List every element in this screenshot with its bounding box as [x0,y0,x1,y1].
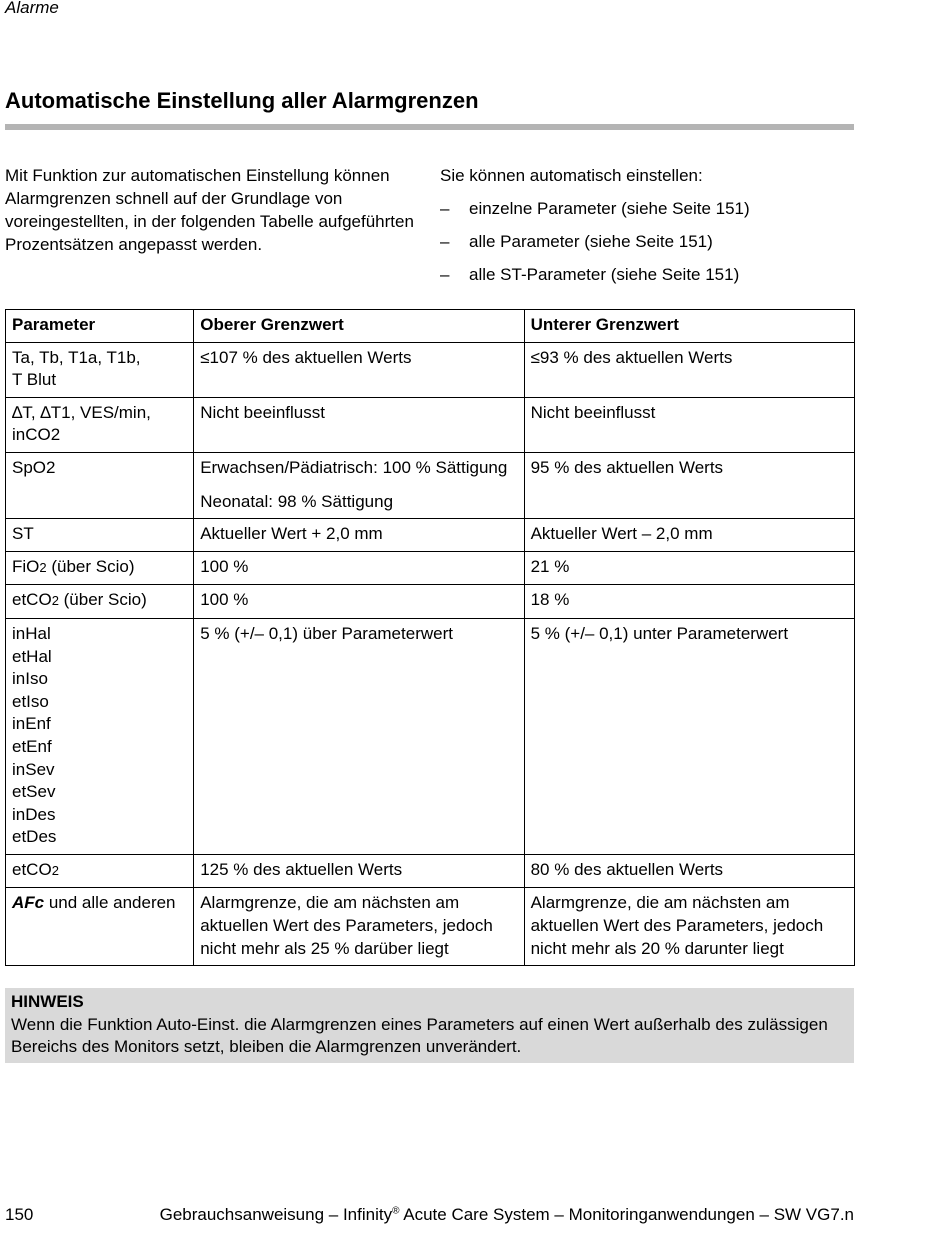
table-row [6,888,855,966]
param-line: inEnf [12,714,51,734]
cell-lower: 5 % (+/– 0,1) unter Parameterwert [524,618,854,854]
cell-upper: Alarmgrenze, die am nächsten am aktuellen Wert des Parameters, jedoch nicht mehr als 25 % darüber liegt [194,888,524,966]
cell-upper: ≤107 % des aktuellen Werts [194,342,524,397]
alarm-limits-table [5,309,855,966]
cell-parameter [6,342,194,397]
options-lead: Sie können automatisch einstellen: [440,166,703,185]
param-line: etEnf [12,736,52,756]
table-row [6,854,855,888]
doc-title-post: Acute Care System – Monitoringanwendungen – SW VG7.n [399,1205,854,1224]
param-name: FiO [12,556,40,576]
cell-parameter [6,585,194,619]
cell-upper [194,452,524,518]
cell-lower: Nicht beeinflusst [524,397,854,452]
cell-upper: 100 % [194,585,524,619]
options-list [440,197,860,286]
doc-title-pre: Gebrauchsanweisung – Infinity [159,1205,393,1224]
cell-upper: Nicht beeinflusst [194,397,524,452]
intro-options [440,164,860,296]
note-title: HINWEIS [11,992,84,1011]
cell-parameter: ST [6,519,194,552]
param-subscript: 2 [51,862,59,878]
cell-lower: 80 % des aktuellen Werts [524,854,854,888]
param-line: ∆T, ∆T1, VES/min, [12,402,151,422]
param-name-emphasis: AFc [12,893,45,913]
table-row [6,618,855,854]
cell-parameter [6,854,194,888]
cell-lower: 95 % des aktuellen Werts [524,452,854,518]
list-item [440,263,860,286]
document-title [160,1205,854,1225]
param-subscript: 2 [51,593,59,609]
table-row [6,551,855,585]
param-line: etIso [12,691,49,711]
cell-parameter: SpO2 [6,452,194,518]
table-row [6,397,855,452]
cell-lower: 18 % [524,585,854,619]
param-line: inSev [12,759,55,779]
param-subscript: 2 [39,559,47,575]
title-underline [5,124,854,130]
param-line: inIso [12,669,48,689]
cell-lower: 21 % [524,551,854,585]
param-line: inHal [12,623,51,643]
table-row [6,585,855,619]
param-name: etCO [12,859,52,879]
cell-parameter [6,888,194,966]
table-row [6,452,855,518]
header-upper-limit: Oberer Grenzwert [194,310,524,343]
cell-lower: Alarmgrenze, die am nächsten am aktuellen Wert des Parameters, jedoch nicht mehr als 20 % darunter liegt [524,888,854,966]
upper-neonatal: Neonatal: 98 % Sättigung [200,491,394,511]
note-text: Wenn die Funktion Auto-Einst. die Alarmgrenzen eines Parameters auf einen Wert außerhalb des zulässigen Bereichs des Monitors setzt, bleiben die Alarmgrenzen unverändert. [11,1014,828,1057]
bullet-dash: – [440,265,450,284]
header-lower-limit: Unterer Grenzwert [524,310,854,343]
upper-adult-pediatric: Erwachsen/Pädiatrisch: 100 % Sättigung [200,457,508,477]
param-name: etCO [12,590,52,610]
param-qualifier: (über Scio) [46,556,135,576]
param-line: inCO2 [12,425,61,445]
param-line: T Blut [12,370,57,390]
param-line: etDes [12,827,57,847]
intro-paragraph: Mit Funktion zur automatischen Einstellung können Alarmgrenzen schnell auf der Grundlage von voreingestellten, in der folgenden Tabelle aufgeführten Prozentsätzen angepasst werden. [5,166,414,254]
cell-upper: 100 % [194,551,524,585]
param-line: inDes [12,804,56,824]
list-item-text: alle Parameter (siehe Seite 151) [469,232,713,251]
header-parameter: Parameter [6,310,194,343]
section-header: Alarme [5,0,59,17]
cell-upper: 125 % des aktuellen Werts [194,854,524,888]
list-item [440,197,860,220]
list-item-text: alle ST-Parameter (siehe Seite 151) [469,265,740,284]
param-line: etHal [12,646,52,666]
note-box [5,988,854,1063]
param-line: etSev [12,782,56,802]
param-line: Ta, Tb, T1a, T1b, [12,347,141,367]
list-item [440,230,860,253]
param-qualifier: und alle anderen [44,893,176,913]
page-title: Automatische Einstellung aller Alarmgrenzen [5,88,479,113]
table-row [6,342,855,397]
cell-parameter [6,618,194,854]
cell-lower: ≤93 % des aktuellen Werts [524,342,854,397]
cell-parameter [6,551,194,585]
bullet-dash: – [440,232,450,251]
bullet-dash: – [440,199,450,218]
cell-parameter [6,397,194,452]
cell-upper: 5 % (+/– 0,1) über Parameterwert [194,618,524,854]
page-number: 150 [5,1205,34,1224]
table-header-row [6,310,855,343]
cell-lower: Aktueller Wert – 2,0 mm [524,519,854,552]
cell-upper: Aktueller Wert + 2,0 mm [194,519,524,552]
table-row [6,519,855,552]
registered-mark: ® [392,1205,400,1217]
param-qualifier: (über Scio) [58,590,147,610]
list-item-text: einzelne Parameter (siehe Seite 151) [469,199,750,218]
